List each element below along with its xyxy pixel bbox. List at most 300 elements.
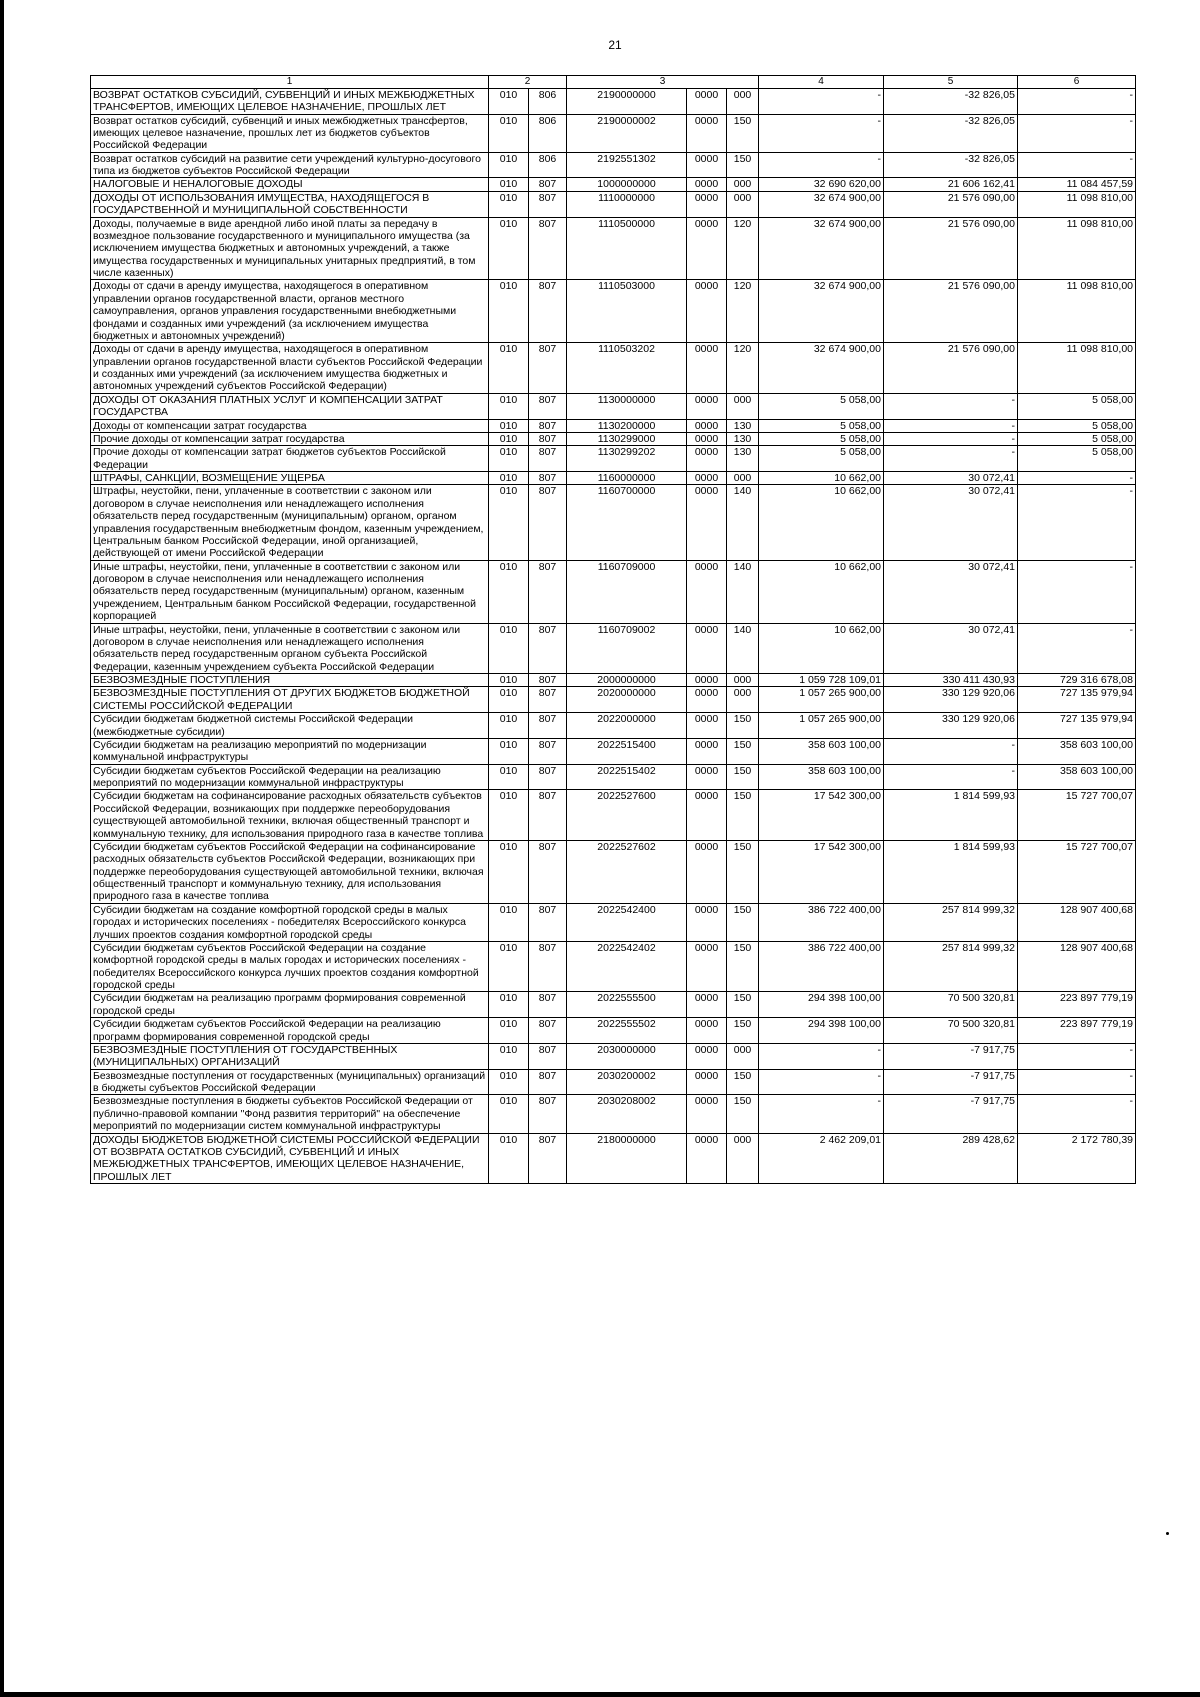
code-level: 010	[489, 485, 529, 560]
code-kosgu: 150	[727, 152, 759, 178]
row-name: Субсидии бюджетам субъектов Российской Федерации на реализацию программ формирования современной городской среды	[91, 1018, 489, 1044]
value-col-4: 358 603 100,00	[759, 764, 884, 790]
row-name: Доходы, получаемые в виде арендной либо иной платы за передачу в возмездное пользование государственного и муниципального имущества (за исключением имущества бюджетных и автономных учреждений, а также имущества государственных и муниципальных унитарных предприятий, в том числе казенных)	[91, 217, 489, 280]
code-class: 2022527602	[567, 840, 687, 903]
code-level: 010	[489, 1069, 529, 1095]
value-col-6: -	[1018, 623, 1136, 674]
row-name: Прочие доходы от компенсации затрат бюджетов субъектов Российской Федерации	[91, 446, 489, 472]
code-program: 0000	[687, 713, 727, 739]
value-col-4: 1 057 265 900,00	[759, 713, 884, 739]
table-row	[91, 1018, 1136, 1044]
code-program: 0000	[687, 217, 727, 280]
code-admin: 807	[529, 713, 567, 739]
value-col-5: -	[884, 738, 1018, 764]
code-class: 2022542402	[567, 941, 687, 992]
code-level: 010	[489, 738, 529, 764]
code-program: 0000	[687, 191, 727, 217]
code-program: 0000	[687, 1095, 727, 1133]
table-row	[91, 674, 1136, 687]
code-program: 0000	[687, 88, 727, 114]
code-level: 010	[489, 941, 529, 992]
code-admin: 807	[529, 343, 567, 394]
code-class: 1130000000	[567, 393, 687, 419]
code-admin: 807	[529, 178, 567, 191]
code-kosgu: 000	[727, 674, 759, 687]
code-admin: 807	[529, 687, 567, 713]
value-col-4: 358 603 100,00	[759, 738, 884, 764]
code-admin: 807	[529, 903, 567, 941]
row-name: ДОХОДЫ ОТ ИСПОЛЬЗОВАНИЯ ИМУЩЕСТВА, НАХОДЯЩЕГОСЯ В ГОСУДАРСТВЕННОЙ И МУНИЦИПАЛЬНОЙ СОБСТВЕННОСТИ	[91, 191, 489, 217]
code-program: 0000	[687, 738, 727, 764]
code-kosgu: 000	[727, 88, 759, 114]
code-kosgu: 150	[727, 738, 759, 764]
code-admin: 807	[529, 992, 567, 1018]
value-col-6: 727 135 979,94	[1018, 687, 1136, 713]
code-class: 1160709000	[567, 560, 687, 623]
value-col-5: -	[884, 446, 1018, 472]
value-col-4: 5 058,00	[759, 432, 884, 445]
code-program: 0000	[687, 1069, 727, 1095]
code-program: 0000	[687, 446, 727, 472]
code-level: 010	[489, 446, 529, 472]
code-level: 010	[489, 1018, 529, 1044]
code-class: 2022542400	[567, 903, 687, 941]
code-kosgu: 120	[727, 280, 759, 343]
code-program: 0000	[687, 674, 727, 687]
code-kosgu: 140	[727, 485, 759, 560]
row-name: Доходы от сдачи в аренду имущества, находящегося в оперативном управлении органов государственной власти, органов местного самоуправления, органов управления государственными внебюджетными фондами и созданных ими учреждений (за исключением имущества бюджетных и автономных учреждений)	[91, 280, 489, 343]
value-col-6: -	[1018, 1069, 1136, 1095]
code-class: 1000000000	[567, 178, 687, 191]
value-col-4: 10 662,00	[759, 472, 884, 485]
value-col-6: 11 098 810,00	[1018, 191, 1136, 217]
value-col-6: 358 603 100,00	[1018, 764, 1136, 790]
code-level: 010	[489, 191, 529, 217]
value-col-4: -	[759, 114, 884, 152]
value-col-6: 358 603 100,00	[1018, 738, 1136, 764]
value-col-4: 2 462 209,01	[759, 1133, 884, 1184]
row-name: Иные штрафы, неустойки, пени, уплаченные в соответствии с законом или договором в случае неисполнения или ненадлежащего исполнения обязательств перед государственным органом субъекта Российской Федерации, казенным учреждением субъекта Российской Федерации	[91, 623, 489, 674]
value-col-6: 5 058,00	[1018, 446, 1136, 472]
value-col-5: 21 576 090,00	[884, 280, 1018, 343]
value-col-5: 289 428,62	[884, 1133, 1018, 1184]
table-row	[91, 217, 1136, 280]
table-row	[91, 343, 1136, 394]
code-kosgu: 000	[727, 1133, 759, 1184]
code-kosgu: 000	[727, 472, 759, 485]
code-admin: 807	[529, 472, 567, 485]
value-col-5: 21 576 090,00	[884, 191, 1018, 217]
code-class: 1110503000	[567, 280, 687, 343]
code-level: 010	[489, 152, 529, 178]
scan-bottom-edge	[0, 1692, 1200, 1697]
code-kosgu: 150	[727, 1069, 759, 1095]
value-col-6: 128 907 400,68	[1018, 903, 1136, 941]
table-row	[91, 419, 1136, 432]
code-program: 0000	[687, 1018, 727, 1044]
code-class: 1160000000	[567, 472, 687, 485]
value-col-4: -	[759, 1069, 884, 1095]
table-row	[91, 446, 1136, 472]
value-col-4: -	[759, 152, 884, 178]
value-col-6: -	[1018, 152, 1136, 178]
value-col-4: 1 059 728 109,01	[759, 674, 884, 687]
code-class: 2190000002	[567, 114, 687, 152]
code-level: 010	[489, 560, 529, 623]
code-level: 010	[489, 472, 529, 485]
value-col-4: 5 058,00	[759, 393, 884, 419]
value-col-4: 10 662,00	[759, 623, 884, 674]
code-kosgu: 120	[727, 343, 759, 394]
code-kosgu: 000	[727, 1043, 759, 1069]
code-program: 0000	[687, 393, 727, 419]
code-admin: 807	[529, 217, 567, 280]
code-admin: 807	[529, 941, 567, 992]
code-program: 0000	[687, 472, 727, 485]
value-col-6: 11 098 810,00	[1018, 343, 1136, 394]
table-row	[91, 623, 1136, 674]
table-header-row	[91, 76, 1136, 89]
table-row	[91, 713, 1136, 739]
table-row	[91, 687, 1136, 713]
code-kosgu: 130	[727, 432, 759, 445]
value-col-4: -	[759, 88, 884, 114]
value-col-6: 5 058,00	[1018, 393, 1136, 419]
table-row	[91, 1095, 1136, 1133]
code-kosgu: 000	[727, 178, 759, 191]
code-admin: 806	[529, 88, 567, 114]
table-row	[91, 941, 1136, 992]
value-col-5: 257 814 999,32	[884, 941, 1018, 992]
row-name: Субсидии бюджетам на реализацию мероприятий по модернизации коммунальной инфраструктуры	[91, 738, 489, 764]
value-col-5: 330 129 920,06	[884, 713, 1018, 739]
value-col-5: -32 826,05	[884, 88, 1018, 114]
code-admin: 806	[529, 152, 567, 178]
value-col-5: -32 826,05	[884, 114, 1018, 152]
table-row	[91, 790, 1136, 841]
value-col-5: 30 072,41	[884, 560, 1018, 623]
row-name: БЕЗВОЗМЕЗДНЫЕ ПОСТУПЛЕНИЯ ОТ ГОСУДАРСТВЕННЫХ (МУНИЦИПАЛЬНЫХ) ОРГАНИЗАЦИЙ	[91, 1043, 489, 1069]
code-class: 1110500000	[567, 217, 687, 280]
row-name: Прочие доходы от компенсации затрат государства	[91, 432, 489, 445]
code-kosgu: 150	[727, 941, 759, 992]
value-col-6: 729 316 678,08	[1018, 674, 1136, 687]
value-col-4: 10 662,00	[759, 485, 884, 560]
code-program: 0000	[687, 623, 727, 674]
value-col-5: 30 072,41	[884, 623, 1018, 674]
code-program: 0000	[687, 1043, 727, 1069]
code-kosgu: 150	[727, 790, 759, 841]
code-level: 010	[489, 419, 529, 432]
row-name: Субсидии бюджетам на софинансирование расходных обязательств субъектов Российской Федерации, возникающих при поддержке переоборудования существующей автомобильной техники, включая общественный транспорт и коммунальную технику, для использования природного газа в качестве топлива	[91, 790, 489, 841]
code-class: 2030000000	[567, 1043, 687, 1069]
value-col-5: -	[884, 764, 1018, 790]
table-row	[91, 280, 1136, 343]
code-kosgu: 150	[727, 114, 759, 152]
code-level: 010	[489, 393, 529, 419]
code-level: 010	[489, 840, 529, 903]
code-kosgu: 150	[727, 764, 759, 790]
code-kosgu: 150	[727, 840, 759, 903]
table-row	[91, 432, 1136, 445]
row-name: Субсидии бюджетам субъектов Российской Федерации на софинансирование расходных обязательств субъектов Российской Федерации, возникающих при поддержке переоборудования существующей автомобильной техники, включая общественный транспорт и коммунальную технику, для использования природного газа в качестве топлива	[91, 840, 489, 903]
table-row	[91, 1043, 1136, 1069]
table-row	[91, 114, 1136, 152]
value-col-6: 11 084 457,59	[1018, 178, 1136, 191]
row-name: Субсидии бюджетам субъектов Российской Федерации на создание комфортной городской среды в малых городах и исторических поселениях - победителях Всероссийского конкурса лучших проектов создания комфортной городской среды	[91, 941, 489, 992]
row-name: Безвозмездные поступления от государственных (муниципальных) организаций в бюджеты субъектов Российской Федерации	[91, 1069, 489, 1095]
code-admin: 807	[529, 1043, 567, 1069]
code-kosgu: 130	[727, 446, 759, 472]
code-level: 010	[489, 114, 529, 152]
scan-left-edge	[0, 0, 4, 1697]
code-admin: 807	[529, 393, 567, 419]
code-admin: 807	[529, 1069, 567, 1095]
value-col-6: -	[1018, 485, 1136, 560]
value-col-4: 294 398 100,00	[759, 1018, 884, 1044]
value-col-5: -	[884, 419, 1018, 432]
table-row	[91, 191, 1136, 217]
header-cell-3: 3	[567, 76, 759, 89]
header-cell-4: 4	[759, 76, 884, 89]
code-admin: 807	[529, 485, 567, 560]
value-col-5: -	[884, 432, 1018, 445]
code-level: 010	[489, 903, 529, 941]
row-name: Субсидии бюджетам субъектов Российской Федерации на реализацию мероприятий по модернизации коммунальной инфраструктуры	[91, 764, 489, 790]
code-level: 010	[489, 432, 529, 445]
code-kosgu: 150	[727, 1095, 759, 1133]
code-program: 0000	[687, 343, 727, 394]
value-col-5: 257 814 999,32	[884, 903, 1018, 941]
value-col-5: 21 576 090,00	[884, 217, 1018, 280]
code-class: 2022555502	[567, 1018, 687, 1044]
code-kosgu: 140	[727, 623, 759, 674]
code-admin: 807	[529, 1018, 567, 1044]
table-row	[91, 88, 1136, 114]
code-level: 010	[489, 178, 529, 191]
code-program: 0000	[687, 114, 727, 152]
row-name: Штрафы, неустойки, пени, уплаченные в соответствии с законом или договором в случае неисполнения или ненадлежащего исполнения обязательств перед государственным (муниципальным) органом, органом управления государственным внебюджетным фондом, казенным учреждением, Центральным банком Российской Федерации, иной организацией, действующей от имени Российской Федерации	[91, 485, 489, 560]
code-admin: 807	[529, 419, 567, 432]
table-row	[91, 393, 1136, 419]
value-col-5: 30 072,41	[884, 485, 1018, 560]
value-col-4: 32 690 620,00	[759, 178, 884, 191]
code-kosgu: 120	[727, 217, 759, 280]
row-name: Возврат остатков субсидий на развитие сети учреждений культурно-досугового типа из бюджетов субъектов Российской Федерации	[91, 152, 489, 178]
value-col-4: 17 542 300,00	[759, 790, 884, 841]
code-class: 1110000000	[567, 191, 687, 217]
code-kosgu: 000	[727, 687, 759, 713]
value-col-4: 32 674 900,00	[759, 217, 884, 280]
code-program: 0000	[687, 152, 727, 178]
row-name: БЕЗВОЗМЕЗДНЫЕ ПОСТУПЛЕНИЯ ОТ ДРУГИХ БЮДЖЕТОВ БЮДЖЕТНОЙ СИСТЕМЫ РОССИЙСКОЙ ФЕДЕРАЦИИ	[91, 687, 489, 713]
code-class: 2192551302	[567, 152, 687, 178]
code-class: 1130200000	[567, 419, 687, 432]
value-col-6: 15 727 700,07	[1018, 790, 1136, 841]
code-class: 2022527600	[567, 790, 687, 841]
code-level: 010	[489, 1095, 529, 1133]
code-program: 0000	[687, 1133, 727, 1184]
code-admin: 807	[529, 560, 567, 623]
code-level: 010	[489, 88, 529, 114]
value-col-5: -7 917,75	[884, 1069, 1018, 1095]
value-col-4: 32 674 900,00	[759, 191, 884, 217]
row-name: НАЛОГОВЫЕ И НЕНАЛОГОВЫЕ ДОХОДЫ	[91, 178, 489, 191]
code-level: 010	[489, 280, 529, 343]
row-name: Доходы от компенсации затрат государства	[91, 419, 489, 432]
value-col-5: 330 129 920,06	[884, 687, 1018, 713]
row-name: Иные штрафы, неустойки, пени, уплаченные в соответствии с законом или договором в случае неисполнения или ненадлежащего исполнения обязательств перед государственным (муниципальным) органом, казенным учреждением, Центральным банком Российской Федерации, государственной корпорацией	[91, 560, 489, 623]
table-row	[91, 738, 1136, 764]
value-col-5: 70 500 320,81	[884, 992, 1018, 1018]
table-row	[91, 764, 1136, 790]
code-admin: 807	[529, 1133, 567, 1184]
value-col-4: 10 662,00	[759, 560, 884, 623]
value-col-4: 294 398 100,00	[759, 992, 884, 1018]
code-admin: 807	[529, 432, 567, 445]
value-col-5: 21 606 162,41	[884, 178, 1018, 191]
value-col-4: 5 058,00	[759, 419, 884, 432]
code-program: 0000	[687, 790, 727, 841]
code-kosgu: 000	[727, 191, 759, 217]
code-level: 010	[489, 1043, 529, 1069]
value-col-4: 1 057 265 900,00	[759, 687, 884, 713]
table-row	[91, 840, 1136, 903]
table-row	[91, 903, 1136, 941]
row-name: БЕЗВОЗМЕЗДНЫЕ ПОСТУПЛЕНИЯ	[91, 674, 489, 687]
code-class: 1110503202	[567, 343, 687, 394]
code-program: 0000	[687, 941, 727, 992]
code-level: 010	[489, 790, 529, 841]
code-kosgu: 150	[727, 1018, 759, 1044]
code-class: 1160709002	[567, 623, 687, 674]
value-col-6: -	[1018, 1043, 1136, 1069]
code-admin: 807	[529, 1095, 567, 1133]
code-class: 2180000000	[567, 1133, 687, 1184]
code-class: 1130299000	[567, 432, 687, 445]
value-col-4: 32 674 900,00	[759, 280, 884, 343]
code-program: 0000	[687, 903, 727, 941]
code-admin: 807	[529, 623, 567, 674]
value-col-6: 15 727 700,07	[1018, 840, 1136, 903]
code-program: 0000	[687, 432, 727, 445]
value-col-6: 11 098 810,00	[1018, 280, 1136, 343]
row-name: ДОХОДЫ ОТ ОКАЗАНИЯ ПЛАТНЫХ УСЛУГ И КОМПЕНСАЦИИ ЗАТРАТ ГОСУДАРСТВА	[91, 393, 489, 419]
value-col-6: -	[1018, 1095, 1136, 1133]
value-col-6: 223 897 779,19	[1018, 1018, 1136, 1044]
revenue-table	[90, 75, 1136, 1184]
table-row	[91, 1133, 1136, 1184]
code-level: 010	[489, 623, 529, 674]
value-col-4: -	[759, 1043, 884, 1069]
code-admin: 807	[529, 191, 567, 217]
code-program: 0000	[687, 687, 727, 713]
row-name: Субсидии бюджетам на создание комфортной городской среды в малых городах и исторических поселениях - победителях Всероссийского конкурса лучших проектов создания комфортной городской среды	[91, 903, 489, 941]
value-col-4: 17 542 300,00	[759, 840, 884, 903]
value-col-4: 32 674 900,00	[759, 343, 884, 394]
code-class: 2000000000	[567, 674, 687, 687]
code-kosgu: 150	[727, 903, 759, 941]
table-row	[91, 178, 1136, 191]
value-col-6: -	[1018, 114, 1136, 152]
code-class: 2022000000	[567, 713, 687, 739]
code-kosgu: 140	[727, 560, 759, 623]
table-row	[91, 992, 1136, 1018]
code-program: 0000	[687, 992, 727, 1018]
value-col-6: -	[1018, 560, 1136, 623]
code-class: 2030208002	[567, 1095, 687, 1133]
code-program: 0000	[687, 485, 727, 560]
table-row	[91, 1069, 1136, 1095]
row-name: ШТРАФЫ, САНКЦИИ, ВОЗМЕЩЕНИЕ УЩЕРБА	[91, 472, 489, 485]
row-name: Возврат остатков субсидий, субвенций и иных межбюджетных трансфертов, имеющих целевое назначение, прошлых лет из бюджетов субъектов Российской Федерации	[91, 114, 489, 152]
value-col-5: 21 576 090,00	[884, 343, 1018, 394]
value-col-6: 727 135 979,94	[1018, 713, 1136, 739]
value-col-5: 1 814 599,93	[884, 790, 1018, 841]
scan-speck	[1166, 1532, 1169, 1535]
code-level: 010	[489, 217, 529, 280]
value-col-5: -7 917,75	[884, 1043, 1018, 1069]
code-level: 010	[489, 1133, 529, 1184]
code-class: 2030200002	[567, 1069, 687, 1095]
code-program: 0000	[687, 840, 727, 903]
code-admin: 806	[529, 114, 567, 152]
code-class: 1160700000	[567, 485, 687, 560]
code-program: 0000	[687, 419, 727, 432]
header-cell-5: 5	[884, 76, 1018, 89]
table-row	[91, 485, 1136, 560]
code-admin: 807	[529, 280, 567, 343]
code-level: 010	[489, 674, 529, 687]
code-admin: 807	[529, 674, 567, 687]
value-col-5: 30 072,41	[884, 472, 1018, 485]
header-cell-6: 6	[1018, 76, 1136, 89]
code-admin: 807	[529, 840, 567, 903]
value-col-6: 2 172 780,39	[1018, 1133, 1136, 1184]
code-level: 010	[489, 713, 529, 739]
value-col-5: -	[884, 393, 1018, 419]
row-name: Субсидии бюджетам бюджетной системы Российской Федерации (межбюджетные субсидии)	[91, 713, 489, 739]
table-row	[91, 560, 1136, 623]
code-program: 0000	[687, 560, 727, 623]
value-col-5: 70 500 320,81	[884, 1018, 1018, 1044]
header-cell-1: 1	[91, 76, 489, 89]
code-level: 010	[489, 992, 529, 1018]
value-col-5: 1 814 599,93	[884, 840, 1018, 903]
code-admin: 807	[529, 738, 567, 764]
code-level: 010	[489, 687, 529, 713]
table-row	[91, 152, 1136, 178]
value-col-6: 5 058,00	[1018, 419, 1136, 432]
value-col-6: -	[1018, 88, 1136, 114]
value-col-5: 330 411 430,93	[884, 674, 1018, 687]
row-name: ДОХОДЫ БЮДЖЕТОВ БЮДЖЕТНОЙ СИСТЕМЫ РОССИЙСКОЙ ФЕДЕРАЦИИ ОТ ВОЗВРАТА ОСТАТКОВ СУБСИДИЙ, СУБВЕНЦИЙ И ИНЫХ МЕЖБЮДЖЕТНЫХ ТРАНСФЕРТОВ, ИМЕЮЩИХ ЦЕЛЕВОЕ НАЗНАЧЕНИЕ, ПРОШЛЫХ ЛЕТ	[91, 1133, 489, 1184]
code-class: 2022515402	[567, 764, 687, 790]
code-program: 0000	[687, 280, 727, 343]
code-level: 010	[489, 764, 529, 790]
page-number: 21	[608, 38, 622, 52]
row-name: Доходы от сдачи в аренду имущества, находящегося в оперативном управлении органов государственной власти субъектов Российской Федерации и созданных ими учреждений (за исключением имущества бюджетных и автономных учреждений субъектов Российской Федерации)	[91, 343, 489, 394]
row-name: Безвозмездные поступления в бюджеты субъектов Российской Федерации от публично-правовой компании "Фонд развития территорий" на обеспечение мероприятий по модернизации систем коммунальной инфраструктуры	[91, 1095, 489, 1133]
row-name: ВОЗВРАТ ОСТАТКОВ СУБСИДИЙ, СУБВЕНЦИЙ И ИНЫХ МЕЖБЮДЖЕТНЫХ ТРАНСФЕРТОВ, ИМЕЮЩИХ ЦЕЛЕВОЕ НАЗНАЧЕНИЕ, ПРОШЛЫХ ЛЕТ	[91, 88, 489, 114]
value-col-4: 386 722 400,00	[759, 903, 884, 941]
code-kosgu: 130	[727, 419, 759, 432]
code-level: 010	[489, 343, 529, 394]
header-cell-2: 2	[489, 76, 567, 89]
code-admin: 807	[529, 790, 567, 841]
code-kosgu: 150	[727, 713, 759, 739]
code-admin: 807	[529, 446, 567, 472]
